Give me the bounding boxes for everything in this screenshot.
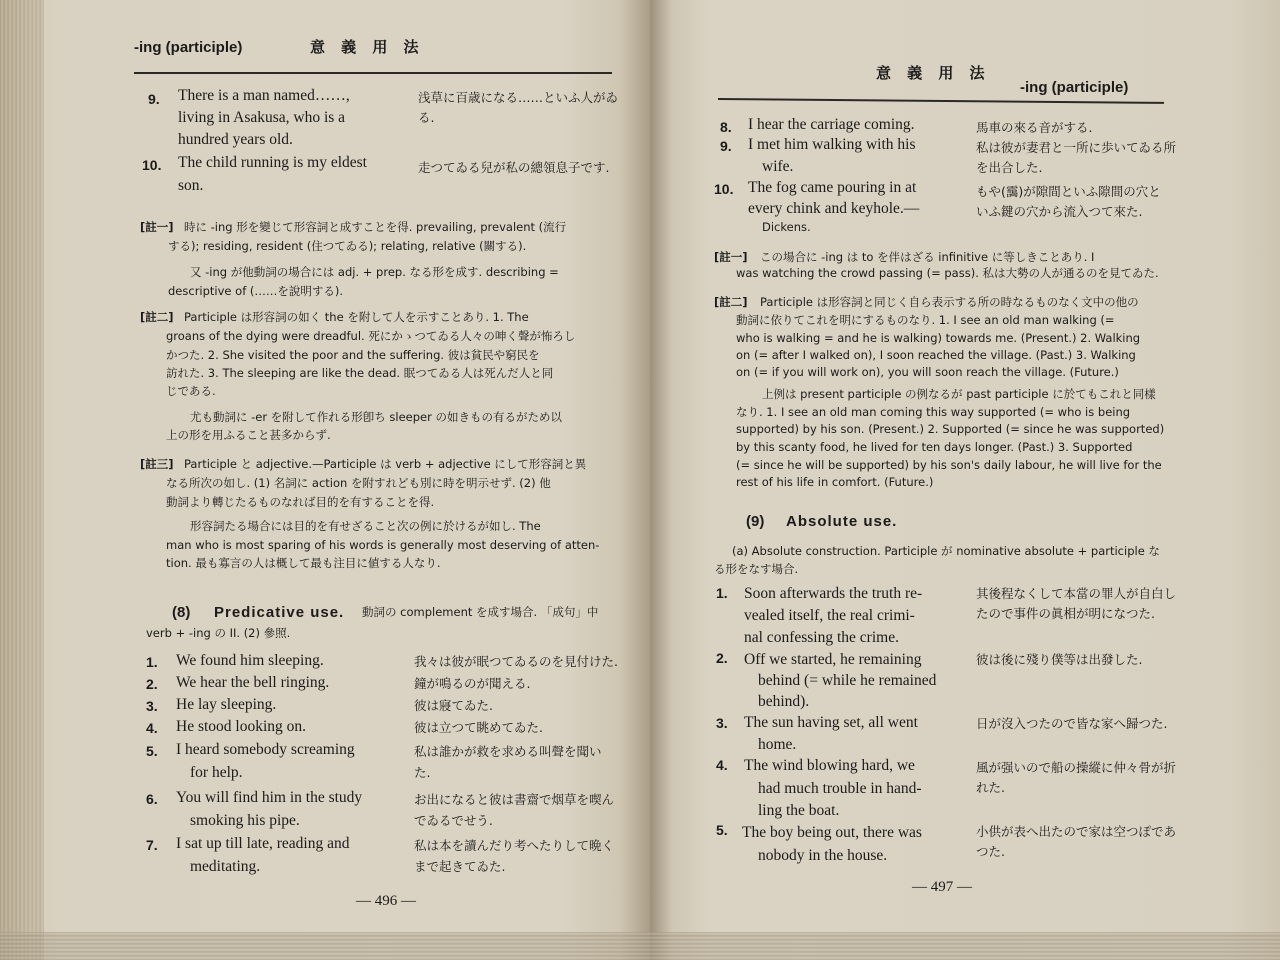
example-en: behind (= while he remained: [758, 672, 937, 689]
example-en: every chink and keyhole.—: [748, 200, 920, 217]
example-number: 1.: [146, 654, 158, 670]
header-title: 意 義 用 法: [310, 39, 425, 56]
example-ja: 日が沒入つたので皆な家へ歸つた.: [976, 716, 1168, 731]
note-line: 訪れた. 3. The sleeping are like the dead. 眠つてゐる人は死んだ人と同: [166, 366, 554, 380]
example-ja: た.: [414, 765, 431, 780]
example-ja: 私は誰かが救を求める叫聲を聞い: [414, 744, 602, 759]
example-number: 5.: [146, 743, 158, 759]
note-line: on (= if you will work on), you will soon reach the village. (Future.): [736, 365, 1119, 379]
note-line: supported) by his son. (Present.) 2. Supported (= since he was supported): [736, 422, 1165, 436]
note-line: Participle と adjective.—Participle は verb + adjective にして形容詞と異: [184, 457, 587, 471]
example-en: vealed itself, the real crimi-: [744, 607, 915, 624]
page-number: — 496 —: [356, 893, 416, 909]
example-ja: 彼は立つて眺めてゐた.: [414, 720, 543, 735]
header-rule: [718, 98, 1164, 104]
example-en: The wind blowing hard, we: [744, 757, 915, 774]
example-ja: たので事件の眞相が明になつた.: [976, 606, 1155, 621]
example-ja: を出合した.: [976, 160, 1043, 175]
example-ja: お出になると彼は書齋で烟草を喫ん: [414, 792, 615, 807]
example-en: son.: [178, 177, 204, 194]
example-ja: 風が强いので船の操縱に仲々骨が折: [976, 760, 1177, 775]
example-ja: 私は本を讀んだり考へたりして晩く: [414, 838, 615, 853]
note-line: descriptive of (……を說明する).: [168, 284, 344, 298]
page-edge: [0, 0, 44, 960]
example-source: Dickens.: [762, 220, 811, 234]
note-label: [註二]: [140, 310, 174, 324]
note-line: 時に -ing 形を變じて形容詞と成すことを得. prevailing, prevalent (流行: [184, 220, 567, 234]
section-title: Predicative use.: [214, 604, 345, 621]
example-en: hundred years old.: [178, 131, 293, 148]
example-en: The boy being out, there was: [742, 824, 922, 841]
example-number: 8.: [720, 119, 732, 135]
example-number: 9.: [720, 138, 732, 154]
note-line: この場合に -ing は to を伴はざる infinitive に等しきことあり. I: [760, 250, 1095, 264]
section-number: (8): [172, 604, 191, 621]
note-line: tion. 最も寡言の人は概して最も注目に値する人なり.: [166, 556, 441, 570]
example-en: Soon afterwards the truth re-: [744, 585, 923, 602]
example-ja: 小供が表へ出たので家は空つぽであ: [976, 824, 1177, 839]
note-line: 上例は present participle の例なるが past participle に於てもこれと同樣: [762, 387, 1156, 401]
example-en: nobody in the house.: [758, 847, 888, 864]
note-line: who is walking = and he is walking) towards me. (Present.) 2. Walking: [736, 331, 1141, 345]
section-title: Absolute use.: [786, 513, 898, 530]
example-number: 10.: [142, 157, 162, 173]
example-number: 7.: [146, 837, 158, 853]
note-line: was watching the crowd passing (= pass). 私は大勢の人が通るのを見てゐた.: [736, 266, 1159, 280]
example-number: 2.: [146, 676, 158, 692]
example-number: 1.: [716, 585, 728, 601]
example-en: The sun having set, all went: [744, 714, 918, 731]
example-en: I heard somebody screaming: [176, 741, 355, 758]
note-line: 動詞より轉じたるものなれば目的を有することを得.: [166, 495, 435, 509]
example-ja: 走つてゐる兒が私の總領息子です.: [418, 160, 610, 175]
example-en: We found him sleeping.: [176, 652, 324, 669]
example-ja: 鐘が鳴るのが聞える.: [414, 676, 531, 691]
example-ja: 浅草に百歳になる……といふ人がゐ: [418, 90, 619, 105]
example-number: 3.: [146, 698, 158, 714]
example-number: 10.: [714, 181, 734, 197]
example-en: wife.: [762, 158, 794, 175]
note-label: [註一]: [714, 250, 748, 264]
example-en: Off we started, he remaining: [744, 651, 922, 668]
subsection-line: る形をなす場合.: [714, 562, 799, 576]
example-ja: つた.: [976, 844, 1005, 859]
note-line: 又 -ing が他動詞の場合には adj. + prep. なる形を成す. describing =: [190, 265, 559, 279]
example-en: living in Asakusa, who is a: [178, 109, 346, 126]
note-line: 尤も動詞に -er を附して作れる形卽ち sleeper の如きもの有るがため以: [190, 410, 563, 424]
section-description: verb + -ing の II. (2) 參照.: [146, 626, 291, 640]
example-en: home.: [758, 736, 797, 753]
example-en: I hear the carriage coming.: [748, 116, 915, 133]
example-number: 5.: [716, 822, 728, 838]
note-line: なる所次の如し. (1) 名詞に action を附すれども別に時を明示せず. (2) 他: [166, 476, 551, 490]
example-en: He stood looking on.: [176, 718, 307, 735]
example-ja: 馬車の來る音がする.: [976, 120, 1093, 135]
header-marker: -ing (participle): [1020, 79, 1129, 96]
note-line: man who is most sparing of his words is generally most deserving of atten-: [166, 538, 600, 552]
section-number: (9): [746, 513, 765, 530]
example-number: 3.: [716, 715, 728, 731]
example-ja: まで起きてゐた.: [414, 859, 506, 874]
example-en: There is a man named……,: [178, 87, 350, 104]
page-number: — 497 —: [912, 879, 972, 895]
header-marker: -ing (participle): [134, 39, 243, 56]
example-number: 4.: [716, 757, 728, 773]
example-number: 9.: [148, 91, 160, 107]
note-line: 上の形を用ふること甚多からず.: [166, 428, 331, 442]
note-line: groans of the dying were dreadful. 死にかゝつてゐる人々の呻く聲が怖ろし: [166, 329, 576, 343]
note-line: じである.: [166, 384, 216, 398]
header-title: 意 義 用 法: [876, 65, 991, 82]
example-ja: 彼は寢てゐた.: [414, 698, 493, 713]
note-line: 動詞に依りてこれを明にするものなり. 1. I see an old man walking (=: [736, 313, 1115, 327]
example-ja: 我々は彼が眠つてゐるのを見付けた.: [414, 654, 618, 669]
note-line: なり. 1. I see an old man coming this way supported (= who is being: [736, 405, 1131, 419]
page-bottom-edge: [0, 932, 650, 960]
example-number: 2.: [716, 650, 728, 666]
example-en: had much trouble in hand-: [758, 780, 922, 797]
example-en: smoking his pipe.: [190, 812, 300, 829]
note-line: Participle は形容詞と同じく自ら表示する所の時なるものなく文中の他の: [760, 295, 1139, 309]
example-ja: 私は彼が妻君と一所に歩いてゐる所: [976, 140, 1177, 155]
note-line: する); residing, resident (住つてゐる); relating, relative (關する).: [168, 239, 527, 253]
section-description: 動詞の complement を成す場合. 「成句」中: [362, 605, 599, 619]
example-number: 4.: [146, 720, 158, 736]
example-ja: もや(靄)が隙間といふ隙間の穴と: [976, 184, 1161, 199]
example-en: behind).: [758, 693, 810, 710]
example-en: The fog came pouring in at: [748, 179, 917, 196]
note-label: [註一]: [140, 220, 174, 234]
example-ja: 彼は後に殘り僕等は出發した.: [976, 652, 1143, 667]
note-label: [註二]: [714, 295, 748, 309]
right-page: [650, 0, 1280, 960]
example-ja: れた.: [976, 780, 1005, 795]
example-ja: 其後程なくして本當の罪人が自白し: [976, 586, 1177, 601]
note-line: (= since he will be supported) by his son's daily labour, he will live for the: [736, 458, 1162, 472]
example-en: meditating.: [190, 858, 261, 875]
example-en: He lay sleeping.: [176, 696, 277, 713]
note-label: [註三]: [140, 457, 174, 471]
example-en: I sat up till late, reading and: [176, 835, 350, 852]
header-rule: [134, 72, 612, 74]
example-en: for help.: [190, 764, 243, 781]
example-en: We hear the bell ringing.: [176, 674, 330, 691]
example-en: You will find him in the study: [176, 789, 363, 806]
note-line: on (= after I walked on), I soon reached the village. (Past.) 3. Walking: [736, 348, 1136, 362]
note-line: by this scanty food, he lived for ten days longer. (Past.) 3. Supported: [736, 440, 1133, 454]
example-en: I met him walking with his: [748, 136, 916, 153]
note-line: かつた. 2. She visited the poor and the suffering. 彼は貧民や窮民を: [166, 348, 540, 362]
note-line: rest of his life in comfort. (Future.): [736, 475, 934, 489]
subsection-line: (a) Absolute construction. Participle が nominative absolute + participle な: [732, 544, 1160, 558]
example-en: The child running is my eldest: [178, 154, 367, 171]
example-ja: いふ鍵の穴から流入つて來た.: [976, 204, 1143, 219]
note-line: 形容詞たる場合には目的を有せざること次の例に於けるが如し. The: [190, 519, 541, 533]
page-bottom-edge: [650, 932, 1280, 960]
example-ja: る.: [418, 110, 435, 125]
example-ja: でゐるでせう.: [414, 813, 493, 828]
note-line: Participle は形容詞の如く the を附して人を示すことあり. 1. The: [184, 310, 529, 324]
example-en: nal confessing the crime.: [744, 629, 899, 646]
example-number: 6.: [146, 791, 158, 807]
example-en: ling the boat.: [758, 802, 840, 819]
